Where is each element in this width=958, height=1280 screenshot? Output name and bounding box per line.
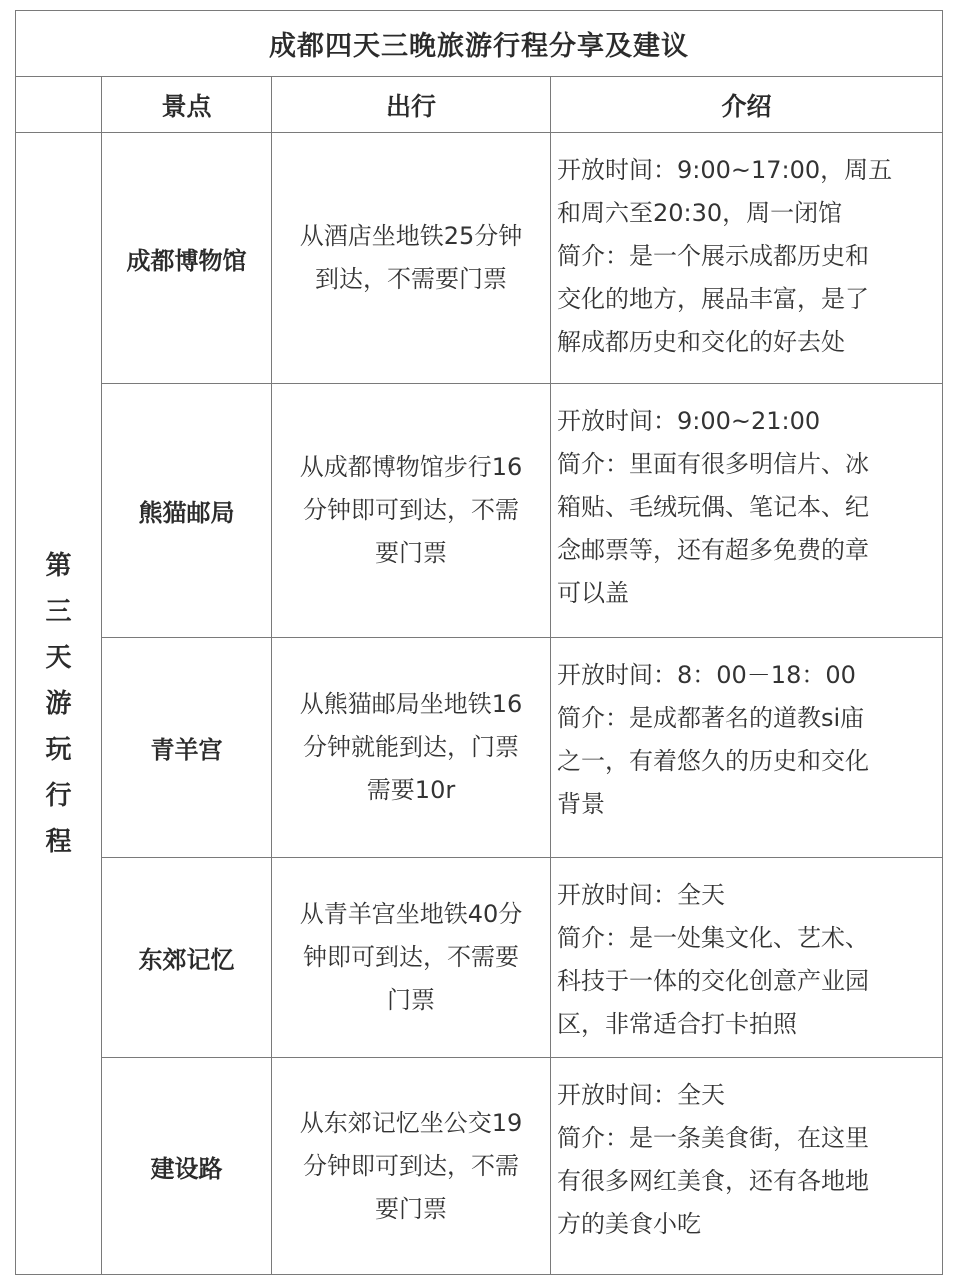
header-day-blank [16,77,102,133]
intro-line: 可以盖 [557,579,629,607]
header-travel: 出行 [272,77,551,133]
travel-line: 分钟即可到达，不需 [303,496,519,524]
header-row [16,77,943,133]
intro-info [551,638,943,858]
table-row [16,133,943,384]
day-label-char: 三 [45,596,72,627]
intro-line: 背景 [557,790,605,818]
day-label-char: 天 [45,642,72,673]
spot-name: 建设路 [102,1058,272,1275]
table-row [16,638,943,858]
table-row [16,1058,943,1275]
table-row [16,384,943,638]
day-label-char: 行 [45,780,72,811]
header-spot: 景点 [102,77,272,133]
intro-line: 箱贴、毛绒玩偶、笔记本、纪 [557,493,869,521]
travel-info [272,384,551,638]
intro-line: 开放时间：全天 [557,881,725,909]
intro-info [551,1058,943,1275]
intro-line: 简介：是一个展示成都历史和 [557,242,869,270]
intro-line: 和周六至20:30，周一闭馆 [557,199,843,227]
intro-info [551,858,943,1058]
day-label-char: 游 [45,688,72,719]
travel-info [272,133,551,384]
itinerary-table [15,10,943,1275]
travel-info [272,638,551,858]
intro-info [551,384,943,638]
travel-info [272,1058,551,1275]
travel-line: 从酒店坐地铁25分钟 [299,222,523,250]
header-intro: 介绍 [551,77,943,133]
intro-line: 开放时间：9:00~21:00 [557,407,821,435]
travel-line: 分钟即可到达，不需 [303,1151,519,1180]
intro-info [551,133,943,384]
spot-name: 青羊宫 [102,638,272,858]
intro-line: 交化的地方，展品丰富，是了 [557,285,869,313]
travel-line: 要门票 [375,539,447,567]
travel-line: 从东郊记忆坐公交19 [299,1108,523,1137]
intro-line: 开放时间：全天 [557,1081,725,1109]
intro-line: 简介：是一处集文化、艺术、 [557,924,869,952]
travel-line: 从成都博物馆步行16 [299,453,523,481]
intro-line: 开放时间：8：00－18：00 [557,661,856,689]
intro-line: 开放时间：9:00~17:00，周五 [557,156,893,184]
intro-line: 有很多网红美食，还有各地地 [557,1167,869,1195]
day-label-char: 程 [45,826,72,857]
intro-line: 简介：里面有很多明信片、冰 [557,450,869,478]
spot-name: 熊猫邮局 [102,384,272,638]
travel-line: 到达，不需要门票 [315,265,507,293]
travel-line: 要门票 [375,1194,447,1223]
intro-line: 简介：是成都著名的道教si庙 [557,704,865,732]
intro-line: 区，非常适合打卡拍照 [557,1010,797,1038]
table-title: 成都四天三晚旅游行程分享及建议 [16,11,943,77]
intro-line: 科技于一体的交化创意产业园 [557,967,869,995]
travel-line: 从熊猫邮局坐地铁16 [299,690,523,718]
travel-line: 钟即可到达，不需要 [303,943,519,971]
intro-line: 解成都历史和交化的好去处 [557,328,845,356]
title-row [16,11,943,77]
intro-line: 念邮票等，还有超多免费的章 [557,536,869,564]
travel-line: 门票 [387,986,435,1014]
spot-name: 东郊记忆 [102,858,272,1058]
table-row [16,858,943,1058]
intro-line: 简介：是一条美食街，在这里 [557,1124,869,1152]
travel-line: 分钟就能到达，门票 [303,733,519,761]
spot-name: 成都博物馆 [102,133,272,384]
day-label [16,133,102,1275]
travel-line: 需要10r [366,776,456,804]
travel-info [272,858,551,1058]
day-label-char: 第 [45,550,72,581]
intro-line: 方的美食小吃 [557,1210,701,1238]
day-label-char: 玩 [45,734,72,765]
intro-line: 之一，有着悠久的历史和交化 [557,747,869,775]
travel-line: 从青羊宫坐地铁40分 [299,900,523,928]
